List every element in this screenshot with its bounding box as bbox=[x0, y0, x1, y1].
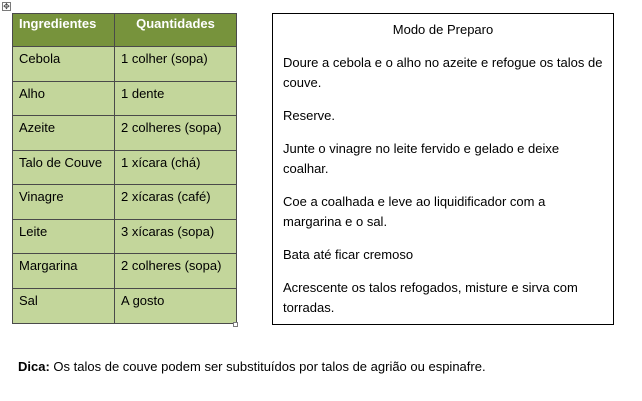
preparation-box bbox=[272, 13, 614, 325]
quantity-cell: 1 colher (sopa) bbox=[115, 47, 237, 82]
quantity-cell: 2 colheres (sopa) bbox=[115, 116, 237, 151]
table-row bbox=[13, 116, 237, 151]
preparation-title: Modo de Preparo bbox=[392, 22, 494, 37]
tip-note bbox=[18, 359, 486, 375]
table-row bbox=[13, 288, 237, 323]
tip-label: Dica: bbox=[18, 359, 50, 374]
quantity-cell: 2 xícaras (café) bbox=[115, 185, 237, 220]
table-row bbox=[13, 219, 237, 254]
quantity-cell: A gosto bbox=[115, 288, 237, 323]
preparation-step: Junte o vinagre no leite fervido e gelado e deixe coalhar. bbox=[283, 141, 560, 176]
ingredient-cell: Azeite bbox=[13, 116, 115, 151]
table-row bbox=[13, 150, 237, 185]
quantity-cell: 3 xícaras (sopa) bbox=[115, 219, 237, 254]
quantity-cell: 1 dente bbox=[115, 81, 237, 116]
preparation-step: Acrescente os talos refogados, misture e sirva com torradas. bbox=[283, 280, 578, 315]
ingredient-cell: Leite bbox=[13, 219, 115, 254]
table-row bbox=[13, 185, 237, 220]
ingredient-cell: Margarina bbox=[13, 254, 115, 289]
ingredient-cell: Alho bbox=[13, 81, 115, 116]
tip-text: Os talos de couve podem ser substituídos por talos de agrião ou espinafre. bbox=[53, 359, 486, 374]
preparation-step: Bata até ficar cremoso bbox=[283, 247, 414, 262]
preparation-step: Doure a cebola e o alho no azeite e refogue os talos de couve. bbox=[283, 55, 603, 90]
ingredient-cell: Cebola bbox=[13, 47, 115, 82]
ingredient-cell: Sal bbox=[13, 288, 115, 323]
table-resize-handle[interactable] bbox=[233, 322, 238, 327]
preparation-step: Coe a coalhada e leve ao liquidificador com a margarina e o sal. bbox=[283, 194, 546, 229]
header-ingredientes: Ingredientes bbox=[13, 14, 115, 47]
table-header-row bbox=[13, 14, 237, 47]
ingredients-table bbox=[12, 13, 237, 324]
table-move-handle-icon[interactable]: ✥ bbox=[3, 1, 10, 11]
table-row bbox=[13, 81, 237, 116]
preparation-step: Reserve. bbox=[283, 108, 336, 123]
header-quantidades: Quantidades bbox=[115, 14, 237, 47]
ingredient-cell: Vinagre bbox=[13, 185, 115, 220]
table-row bbox=[13, 254, 237, 289]
quantity-cell: 1 xícara (chá) bbox=[115, 150, 237, 185]
table-row bbox=[13, 47, 237, 82]
quantity-cell: 2 colheres (sopa) bbox=[115, 254, 237, 289]
ingredient-cell: Talo de Couve bbox=[13, 150, 115, 185]
